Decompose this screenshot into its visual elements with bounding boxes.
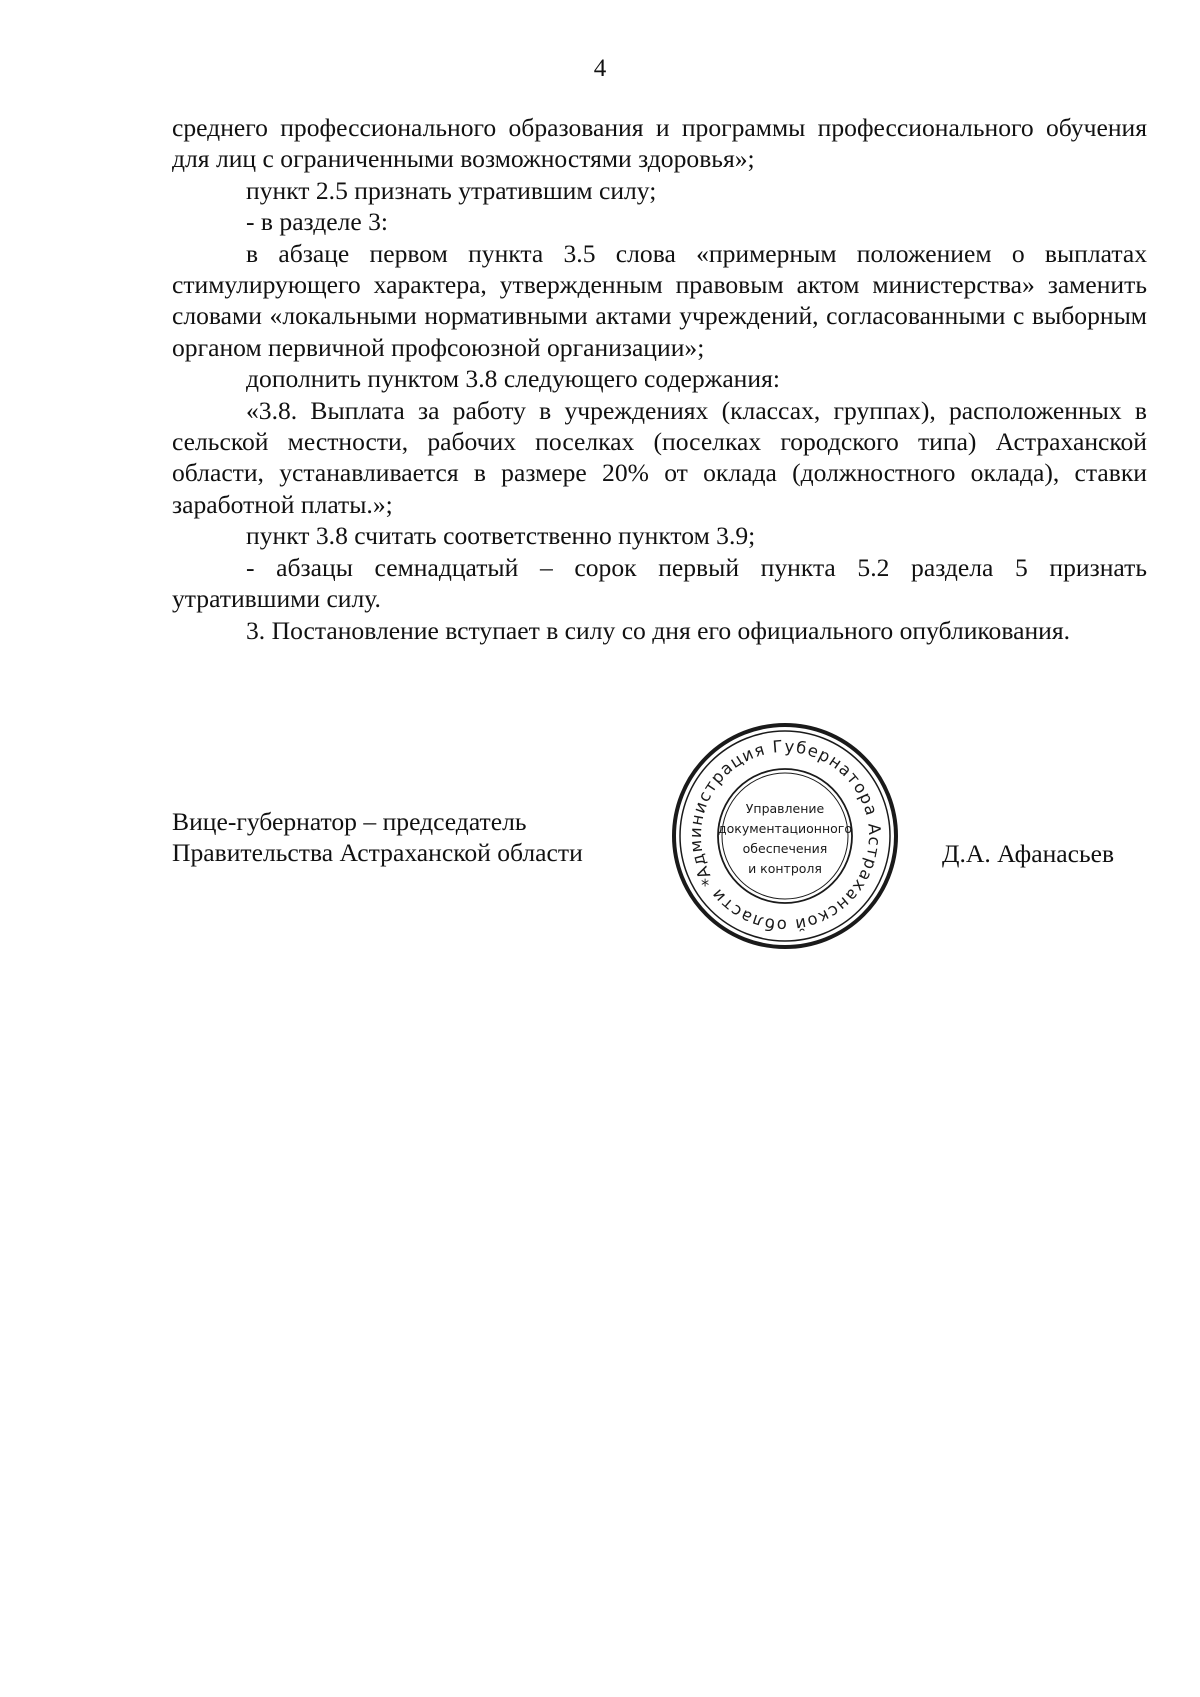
paragraph-quote-3-8: «3.8. Выплата за работу в учреждениях (классах, группах), расположенных в сельской местности, рабочих поселках (поселках городского типа) Астраханской области, устанавливается в размере 20% от оклада (должностного оклада), ставки заработной платы.»; bbox=[172, 395, 1147, 519]
seal-inner-line2: документационного bbox=[718, 821, 852, 836]
document-body bbox=[172, 112, 1147, 646]
seal-inner-line3: обеспечения bbox=[742, 841, 828, 856]
paragraph-item-2-5: пункт 2.5 признать утратившим силу; bbox=[246, 175, 657, 205]
signatory-position-line1: Вице-губернатор – председатель bbox=[172, 807, 527, 836]
paragraph-item-3-5: в абзаце первом пункта 3.5 слова «примерным положением о выплатах стимулирующего характера, утвержденным правовым актом министерства» заменить словами «локальными нормативными актами учреждений, согласованными с выборным органом первичной профсоюзной организации»; bbox=[172, 238, 1147, 362]
signatory-position-line2: Правительства Астраханской области bbox=[172, 838, 583, 868]
seal-outer-text: Администрация Губернатора Астраханской области * bbox=[685, 736, 885, 936]
signatory-position bbox=[172, 806, 583, 869]
official-seal bbox=[669, 720, 901, 952]
paragraph-section-3: - в разделе 3: bbox=[246, 207, 389, 237]
seal-inner-line4: и контроля bbox=[748, 861, 822, 876]
paragraph-renumber: пункт 3.8 считать соответственно пунктом 3.9; bbox=[246, 521, 756, 551]
seal-inner-line1: Управление bbox=[745, 801, 825, 816]
paragraph-effective-date: 3. Постановление вступает в силу со дня его официального опубликования. bbox=[246, 615, 1071, 645]
paragraph-section-5: - абзацы семнадцатый – сорок первый пункта 5.2 раздела 5 признать утратившими силу. bbox=[172, 552, 1147, 614]
signatory-name: Д.А. Афанасьев bbox=[942, 839, 1115, 868]
paragraph-continuation: среднего профессионального образования и программы профессионального обучения для лиц с ограниченными возможностями здоровья»; bbox=[172, 113, 1147, 174]
page-number: 4 bbox=[593, 55, 607, 82]
paragraph-add-3-8: дополнить пунктом 3.8 следующего содержания: bbox=[246, 364, 780, 394]
